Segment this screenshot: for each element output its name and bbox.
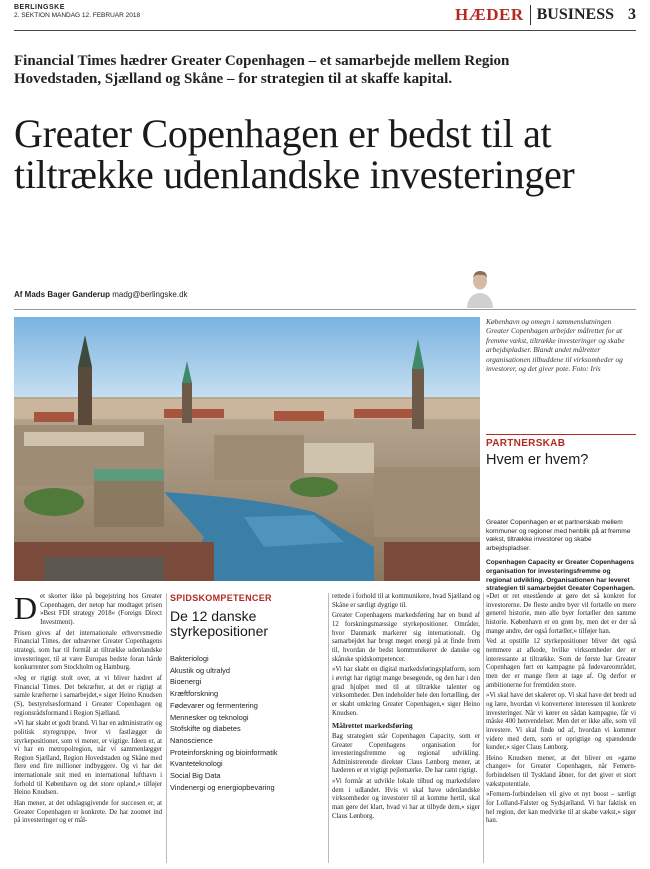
list-item: Bioenergi <box>170 677 202 687</box>
list-item: Stofskifte og diabetes <box>170 724 241 734</box>
partner-title: Hvem er hvem? <box>486 452 589 468</box>
list-item: Fødevarer og fermentering <box>170 700 258 710</box>
column-divider <box>328 593 329 863</box>
byline-email[interactable]: madg@berlingske.dk <box>112 290 188 299</box>
article-paragraph: Han mener, at det udslagsgivende for succesen er, at Greater Copenhagen er konkrete. De har zoomet ind på investeringer og er mål- <box>14 800 162 825</box>
list-item: Vindenergi og energiopbevaring <box>170 782 275 792</box>
list-item: Kvanteteknologi <box>170 759 223 769</box>
article-paragraph: Ved at opstille 12 styrkepositioner bliver det også nemmere at afkode, hvilke virksomheder der er interessante at tiltrække. Som de første har Greater Copenhagen ført en kampagne på fødevareområdet, men der er mange flere at tage af. Og derfor er ambitionerne for fremtiden store. <box>486 638 636 689</box>
article-paragraph: Prisen gives af det internationale erhvervsmedie Financial Times, der udnævner Greater Copenhagens strategi, som har til formål at tiltrække udenlandske investeringer, til at være Europas bedste foran hårde konkurrenter som Stockholm og Hamburg. <box>14 629 162 672</box>
byline <box>14 290 188 299</box>
article-column-4 <box>486 593 636 828</box>
partner-body <box>486 519 636 600</box>
section-header <box>455 4 636 26</box>
article-paragraph: Bag strategien står Copenhagen Capacity, som er Greater Copenhagens organisation for investeringsfremme og regional udvikling. Administrerende direktør Claus Lønborg mener, at hæderen er et vigtigt pejlemærke. De har ramt rigtigt. <box>332 732 480 775</box>
list-item: Bakteriologi <box>170 654 209 663</box>
city-skyline-photo <box>14 317 480 581</box>
byline-author: Af Mads Bager Ganderup <box>14 290 111 299</box>
partner-label: PARTNERSKAB <box>486 438 566 449</box>
competence-list <box>170 653 325 793</box>
list-item: Mennesker og teknologi <box>170 712 249 722</box>
article-paragraph: rettede i forhold til at kommunikere, hvad Sjælland og Skåne er særligt dygtige til. <box>332 593 480 609</box>
column-divider <box>166 593 167 863</box>
article-paragraph: Heino Knudsen mener, at det bliver en »game changer« for Greater Copenhagen, når Femern-forbindelsen til Tyskland åbner, for det giver et stort vækstpotentiale. <box>486 754 636 788</box>
page-number: 3 <box>628 6 636 23</box>
list-item: Kræftforskning <box>170 689 219 699</box>
kicker: Financial Times hædrer Greater Copenhagen – et samarbejde mellem Region Hovedstaden, Sjælland og Skåne – for strategien til at skaffe kapital. <box>14 53 510 87</box>
competence-label: SPIDSKOMPETENCER <box>170 593 272 603</box>
section-name: BUSINESS <box>536 6 614 23</box>
list-item: Nanoscience <box>170 735 213 745</box>
headline: Greater Copenhagen er bedst til at tiltrække udenlandske investeringer <box>14 111 575 197</box>
list-item: Proteinforskning og bioinformatik <box>170 747 278 757</box>
article-paragraph: et skorter ikke på begejstring hos Greater Copenhagen, der netop har modtaget prisen »Best FDI strategy 2018« (Foreign Direct Investment). <box>40 593 162 626</box>
article-paragraph: »Vi skal have det skaleret op. Vi skal have det bredt ud og lære, hvordan vi konverterer interessen til konkrete investeringer. Når vi kører en sådan kampagne, får vi måske 400 henvendelser. Men det er ikke alle, som vil investere. Vi skal finde ud af, hvordan vi kommer videre med dem, som er oprigtige og spændende kunder,« siger Claus Lønborg. <box>486 692 636 752</box>
article-paragraph: »Vi har skabt et godt brand. Vi har en administrativ og politisk styregruppe, hvor vi fastlægger de styrkepositioner, som vi mener, er vigtige. Ideen er, at vi har en metropolregion, når vi sammenlægger Region Sjælland, Region Hovedstaden og Skåne med flere end fire millioner indbyggere. Og vi har det internationale snit med en international lufthavn i forhold til København og det store opland,« tilføjer Heino Knudsen. <box>14 720 162 797</box>
article-paragraph: »Vi formår at udvikle lokale tilbud og markedsføre dem i udlandet. Hvis vi skal have udenlandske virksomheder og investorer til at komme hertil, skal man gøre det klart, hvad vi har at tilbyde dem,« siger Claus Lønborg. <box>332 778 480 820</box>
list-item: Akustik og ultralyd <box>170 665 230 675</box>
article-column-3 <box>332 593 480 823</box>
newspaper-brand: BERLINGSKE <box>14 4 65 11</box>
partner-paragraph: Greater Copenhagen er et partnerskab mellem kommuner og regioner med henblik på at fremme vækst, tiltrække investorer og skabe arbejdspladser. <box>486 519 631 552</box>
article-paragraph: »Det er ret enestående at gøre det så konkret for investorerne. De fleste andre byer vil fortælle en mere generel historie, men alle byer fortæller den samme historie. København er en grøn by, men det er der så mange andre, der også fortæller,« tilføjer han. <box>486 593 636 635</box>
article-paragraph: »Femern-forbindelsen vil give et nyt boost – særligt for Lolland-Falster og Sydsjælland. Vi har faktisk en hel region, der kan medvirke til at skabe vækst,« siger han. <box>486 791 636 825</box>
photo-caption: København og omegn i sammenslutningen Greater Copenhagen arbejder målrettet for at fremme vækst, tiltrække investeringer og skabe arbejdspladser. Blandt andet målretter organisationen tilbuddene til virksomheder og investorer, og det giver pote. Foto: Iris <box>486 317 625 374</box>
partner-rule <box>486 434 636 435</box>
top-rule <box>14 30 636 31</box>
column-divider <box>483 593 484 863</box>
competence-box <box>170 593 325 793</box>
article-paragraph: »Vi har skabt en digital markedsføringsplatform, som i øvrigt har rigtigt mange besøgende, og den har i den grad hjulpet med til at tiltrække talenter og virksomheder. Den indeholder hele den fortælling, der er skabt omkring Greater Copenhagen,« siger Heino Knudsen. <box>332 666 480 717</box>
byline-rule <box>14 309 636 310</box>
list-item: Social Big Data <box>170 771 221 781</box>
article-subhead: Målrettet markedsføring <box>332 721 413 731</box>
drop-cap: D <box>14 590 38 626</box>
partner-paragraph: Copenhagen Capacity er Greater Copenhagens organisation for investeringsfremme og regional udvikling. Organisationen har leveret strategien til samarbejdet Greater Copenhagen. <box>486 559 635 593</box>
author-avatar <box>466 268 494 308</box>
section-tag: HÆDER <box>455 5 524 24</box>
article-paragraph: »Jeg er rigtigt stolt over, at vi bliver hædret af Financial Times. Det bekræfter, at det er rigtigt at samle kræfterne i samarbejdet,« siger Heino Knudsen (S), bestyrelsesformand i Greater Copenhagen og regionsrådsformand i Region Sjælland. <box>14 674 162 717</box>
article-column-1 <box>14 590 162 828</box>
competence-title: De 12 danske styrkepositioner <box>170 608 269 639</box>
masthead <box>14 4 140 20</box>
article-paragraph: Greater Copenhagens markedsføring har en bund af 12 forskningsmæssige styrkepositioner. Områder, hvor Danmark markerer sig internationalt. Og samarbejdet har brugt meget energi på at finde frem til, hvordan de bedst kommunikerer de danske og skånske spidskompetencer. <box>332 612 480 663</box>
edition-line: 2. SEKTION MANDAG 12. FEBRUAR 2018 <box>14 12 141 19</box>
